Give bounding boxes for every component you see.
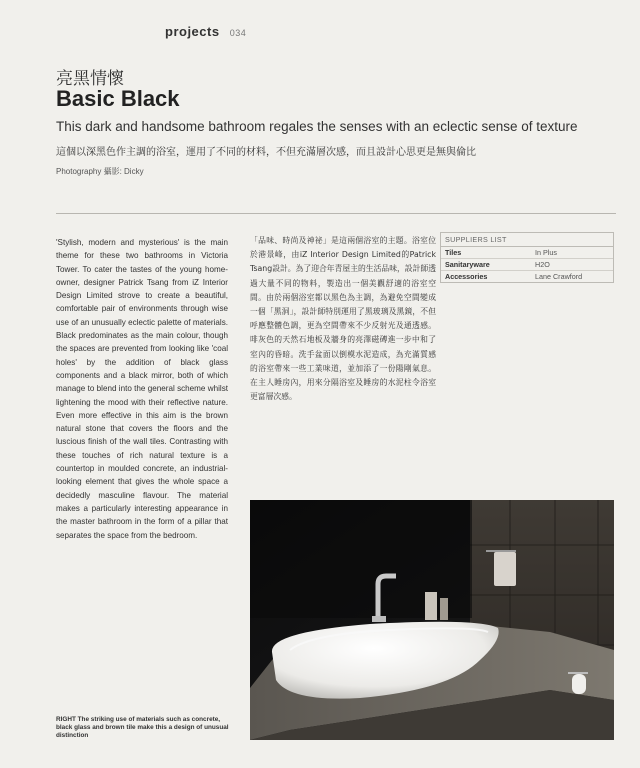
supplier-label: Tiles	[441, 247, 531, 259]
table-row	[441, 247, 613, 259]
body-text-english: 'Stylish, modern and mysterious' is the main theme for these two bathrooms in Victoria Tower. To cater the tastes of the young home-owner, designer Patrick Tsang from iZ Interior Design Limited strove to create a beautiful, comfortable pair of environments through wise use of an unusually eclectic palette of materials. Black predominates as the main colour, though the spaces are prevented from looking like 'coal holes' by the addition of black glass components and a black mirror, both of which manage to blend into the general scheme whilst lightening the mood with their reflective nature. Even more effective in this aim is the brown natural stone that covers the floors and the luscious finish of the wall tiles. Contrasting with these touches of rich natural texture is a countertop in moulded concrete, an industrial-looking element that gives the whole space a decidedly masculine flavour. The material makes a particularly interesting appearance in the master bathroom in the form of a pillar that separates the space from the bedroom.	[56, 238, 228, 540]
photo-caption	[56, 716, 236, 740]
caption-text: RIGHT The striking use of materials such as concrete, black glass and brown tile make this a design of unusual distinction	[56, 716, 229, 739]
suppliers-list	[440, 232, 614, 283]
bathroom-photo	[250, 500, 614, 740]
supplier-label: Accessories	[445, 272, 488, 281]
suppliers-table	[441, 247, 613, 282]
page-number: 034	[229, 28, 247, 38]
title-chinese: 亮黑情懷	[56, 69, 124, 89]
supplier-value: H2O	[531, 259, 613, 271]
suppliers-heading: SUPPLIERS LIST	[441, 233, 613, 247]
subtitle-english: This dark and handsome bathroom regales the senses with an eclectic sense of texture	[56, 119, 578, 134]
divider	[56, 213, 616, 214]
supplier-label: Sanitaryware	[441, 259, 531, 271]
page-header	[165, 24, 246, 39]
photo-credit: Photography 攝影: Dicky	[56, 167, 144, 176]
table-row	[441, 271, 613, 283]
table-row	[441, 259, 613, 271]
body-text-chinese: 「品味、時尚及神祕」是這兩個浴室的主題。浴室位於港景峰，由iZ Interior Design Limited的Patrick Tsang設計。為了迎合年青屋主的生活品味，設計師透過大量不同的物料，製造出一個美觀舒適的浴室空間。由於兩個浴室都以黑色為主調，為避免空間變成一個「黑洞」，設計師特別運用了黑玻璃及黑鏡，不但呼應整體色調，更為空間帶來不少反射光及通透感。啡灰色的天然石地板及牆身的亮澤磁磚進一步中和了室內的昏暗。洗手盆面以倒模水泥造成，為充滿質感的浴室帶來一些工業味道，並加添了一份陽剛氣息。在主人睡房內，用來分隔浴室及睡房的水泥柱令浴室更富層次感。	[250, 236, 436, 402]
page-title: Basic Black	[56, 86, 180, 111]
supplier-value: In Plus	[531, 247, 613, 259]
subtitle-chinese: 這個以深黑色作主調的浴室，運用了不同的材料，不但充滿層次感，而且設計心思更是無與倫比	[56, 147, 476, 158]
section-label: projects	[165, 24, 220, 39]
supplier-value: Lane Crawford	[535, 272, 583, 281]
